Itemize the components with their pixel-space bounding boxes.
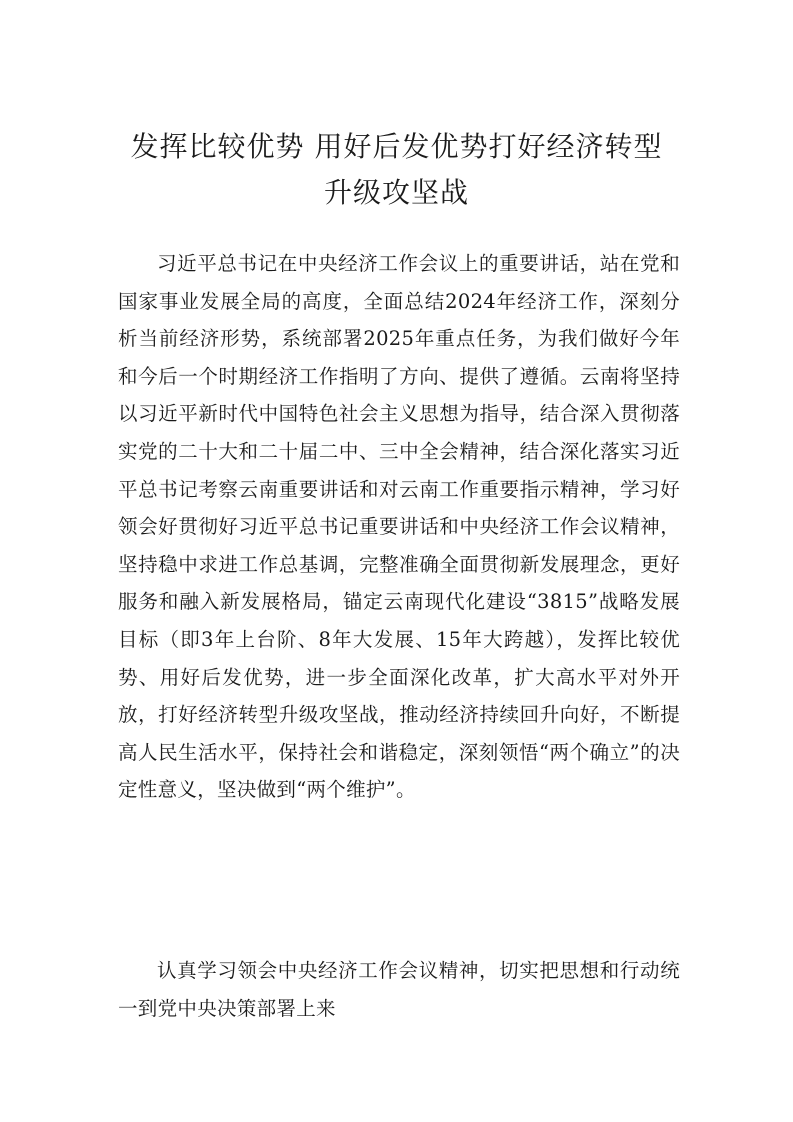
title-line-2: 升级攻坚战 — [323, 176, 469, 209]
document-title — [80, 124, 713, 216]
section-heading-paragraph: 认真学习领会中央经济工作会议精神，切实把思想和行动统一到党中央决策部署上来 — [118, 959, 680, 1020]
body-paragraph-1: 习近平总书记在中央经济工作会议上的重要讲话，站在党和国家事业发展全局的高度，全面总结2024年经济工作，深刻分析当前经济形势，系统部署2025年重点任务，为我们做好今年和今后一个时期经济工作指明了方向、提供了遵循。云南将坚持以习近平新时代中国特色社会主义思想为指导，结合深入贯彻落实党的二十大和二十届二中、三中全会精神，结合深化落实习近平总书记考察云南重要讲话和对云南工作重要指示精神，学习好领会好贯彻好习近平总书记重要讲话和中央经济工作会议精神，坚持稳中求进工作总基调，完整准确全面贯彻新发展理念，更好服务和融入新发展格局，锚定云南现代化建设“3815”战略发展目标（即3年上台阶、8年大发展、15年大跨越），发挥比较优势、用好后发优势，进一步全面深化改革，扩大高水平对外开放，打好经济转型升级攻坚战，推动经济持续回升向好，不断提高人民生活水平，保持社会和谐稳定，深刻领悟“两个确立”的决定性意义，坚决做到“两个维护”。 — [118, 252, 680, 802]
title-line-1: 发挥比较优势 用好后发优势打好经济转型 — [130, 130, 663, 163]
